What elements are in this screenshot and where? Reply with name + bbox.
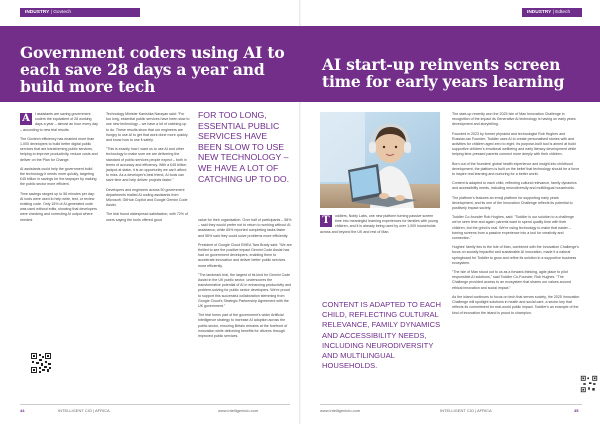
right-column-2 — [452, 112, 580, 320]
section-label: INDUSTRY — [527, 10, 552, 15]
left-column-3 — [198, 218, 292, 343]
paragraph: Toddler Co-founder Rob Hughes, said: "Toddler is our solution to a challenge we've seen time and again: parents want to spend quality time with their children, but the grind is real. We're using technology to make that easier – turning screens from a passive experience into a tool for creativity and connection." — [452, 215, 574, 241]
right-headline: AI start-up reinvents screen time for early years learning — [322, 55, 565, 91]
paragraph: The trial found widespread satisfaction, with 72% of users saying the tools offered good — [106, 212, 188, 222]
paragraph: "The Isle of Man stood out to us as a forward-thinking, agile place to pilot responsible AI solutions," said Toddler Co-Founder, Rob Hughes. "The Challenge provided access to an ecosystem that shares our values around ethical innovation and social impact." — [452, 270, 571, 290]
paragraph: Technology Minister Kanishka Narayan said: "For too long, essential public services have been slow to use new technology – we have a lot of catching up to do. These results show that our engineers are hungry to use AI to get that work done more quickly and know how to use it safely. — [106, 112, 190, 143]
paragraph: As the island continues to focus on tech that serves society, the 2025 Innovation Challenge will spotlight solutions in health and social care, a sector key that reflects its commitment for real-world public impact. Toddler's an example of the kind of innovation the island is proud to champion. — [452, 294, 580, 315]
dropcap: T — [320, 215, 332, 227]
paragraph: Born out of the founders' global health experience and insight into childhood development, the platform is built on the belief that technology should be a force to inspire real learning and nurturing for a better world. — [452, 161, 580, 177]
paragraph: Developers and engineers across 50 government departments trialled AI coding assistants from Microsoft, GitHub Copilot and Google Gemini Code Assist. — [106, 187, 188, 208]
paragraph: AI assistants could help the government build the technology it needs more quickly, targeting £45 billion in savings for the taxpayer by making the public sector more efficient. — [20, 166, 97, 187]
paragraph: "The landmark trial, the largest of its kind for Gemini Code Assist in the UK public sector, underscores the transformative potential of AI in enhancing productivity and problem-solving for public sector developers. We're proud to support this successful collaboration stemming from Google Cloud's Strategic Partnership Agreement with the UK government." — [198, 272, 292, 309]
qr-code-icon — [580, 375, 598, 393]
right-page-number: 45 — [574, 408, 579, 413]
right-footer-brand: INTELLIGENT CIO | AFRICA — [440, 408, 492, 413]
paragraph: "This is exactly how I want us to use AI and other technology to make sure we are delivering the standard of public services people expect – both in terms of accuracy and efficiency. With a £45 billion jackpot at stake, it is an opportunity we can't afford to miss. As a developer's best friend, AI tools can save time and help deliver projects faster." — [106, 147, 187, 183]
qr-code[interactable] — [30, 352, 52, 374]
left-headline: Government coders using AI to each save 28 days a year and build more tech — [20, 43, 285, 96]
paragraph: Founded in 2023 by former physicist and technologist Rob Hughes and Russian-ian Founder, Toddler uses AI to create personalised stories with and activities for children aged zero to eight. Its purpose-built tool is aimed at build supportive children's emotional wellbeing and early literacy development while helping time-pressed parents connect more deeply with their children. — [452, 131, 577, 157]
paragraph: value for their organisation. Over half of participants – 58% – said they would prefer not to return to working without AI assistance, while 65% reported completing tasks faster and 56% said they could solve problems more efficiently. — [198, 218, 292, 238]
paragraph: oddlers, Nobly Labs, one new platform turning passive screen time into meaningful learning experiences for families with young children, and it is already being used by over 1,000 households across and beyond the UK and rest of Man. — [320, 214, 438, 234]
right-footer-url[interactable]: www.intelligentcio.com — [320, 408, 361, 413]
qr-code[interactable] — [580, 375, 598, 393]
right-footer-rule — [320, 404, 582, 405]
left-column-1 — [20, 112, 98, 227]
left-pull-quote: FOR TOO LONG, ESSENTIAL PUBLIC SERVICES HAVE BEEN SLOW TO USE NEW TECHNOLOGY – WE HAVE A LOT OF CATCHING UP TO DO. — [198, 110, 290, 184]
section-label: INDUSTRY — [25, 10, 50, 15]
left-column-2 — [106, 112, 190, 227]
child-laptop-illustration — [320, 112, 440, 208]
section-sub-label: | Edtech — [552, 10, 571, 15]
right-column-1 — [320, 214, 440, 239]
paragraph: Time savings ranged up to 56 minutes per day: AI tools were used to help write, test, or review existing code. Only 15% of AI-generated code was used without edits, showing that developers were checking and correcting AI output where needed. — [20, 191, 97, 222]
left-footer-rule — [20, 404, 290, 405]
paragraph: Content is adapted to each child, reflecting cultural relevance, family dynamics and accessibility needs, including neurodiversity and multilingual households. — [452, 181, 577, 191]
left-footer-brand: INTELLIGENT CIO | AFRICA — [58, 408, 110, 413]
left-page-number: 44 — [20, 408, 25, 413]
paragraph: Hughes' family ties to the Isle of Man, combined with the Innovation Challenge's focus on socially impactful and sustainable AI innovation, made it a natural springboard for Toddler to grow and refine its solution in a supportive business ecosystem. — [452, 245, 579, 265]
paragraph: I assistants are saving government coders the equivalent of 28 working days a year – almost an hour every day – according to new trial results. — [20, 112, 98, 132]
paragraph: The start-up recently won the 2025 Isle of Man Innovation Challenge in recognition of the impact its Generative AI technology is having on early years development and storytelling. — [452, 112, 576, 127]
article-photo — [320, 112, 440, 208]
right-pull-quote: CONTENT IS ADAPTED TO EACH CHILD, REFLECTING CULTURAL RELEVANCE, FAMILY DYNAMICS AND ACCESSIBILITY NEEDS, INCLUDING NEURODIVERSITY AND MULTILINGUAL HOUSEHOLDS. — [322, 300, 441, 371]
paragraph: President of Google Cloud EMEA Tara Brady said: "We are thrilled to see the positive impact Gemini Code Assist has had on government developers, enabling them to accelerate innovation and deliver better public services more efficiently. — [198, 242, 292, 268]
dropcap: A — [20, 113, 32, 125]
qr-code-icon — [30, 352, 52, 374]
left-section-header — [20, 8, 140, 17]
paragraph: The Govtech efficiency has enabled more than 1,000 developers to build better digital public services that are transforming public services, helping to improve productivity, reduce costs and deliver on the Plan for Change. — [20, 136, 98, 162]
right-section-header — [522, 8, 582, 17]
left-footer-url[interactable]: www.intelligentcio.com — [218, 408, 259, 413]
paragraph: The platform's features an emoji platform for supporting early years development, and its one of the Innovation Challenge reflects its potential to positively impact society. — [452, 195, 573, 211]
section-sub-label: | Govtech — [50, 10, 72, 15]
paragraph: The trial forms part of the government's wider Artificial Intelligence strategy to increase AI adoption across the public sector, ensuring Britain remains at the forefront of innovation while delivering benefits for citizens through improved public services. — [198, 313, 288, 339]
